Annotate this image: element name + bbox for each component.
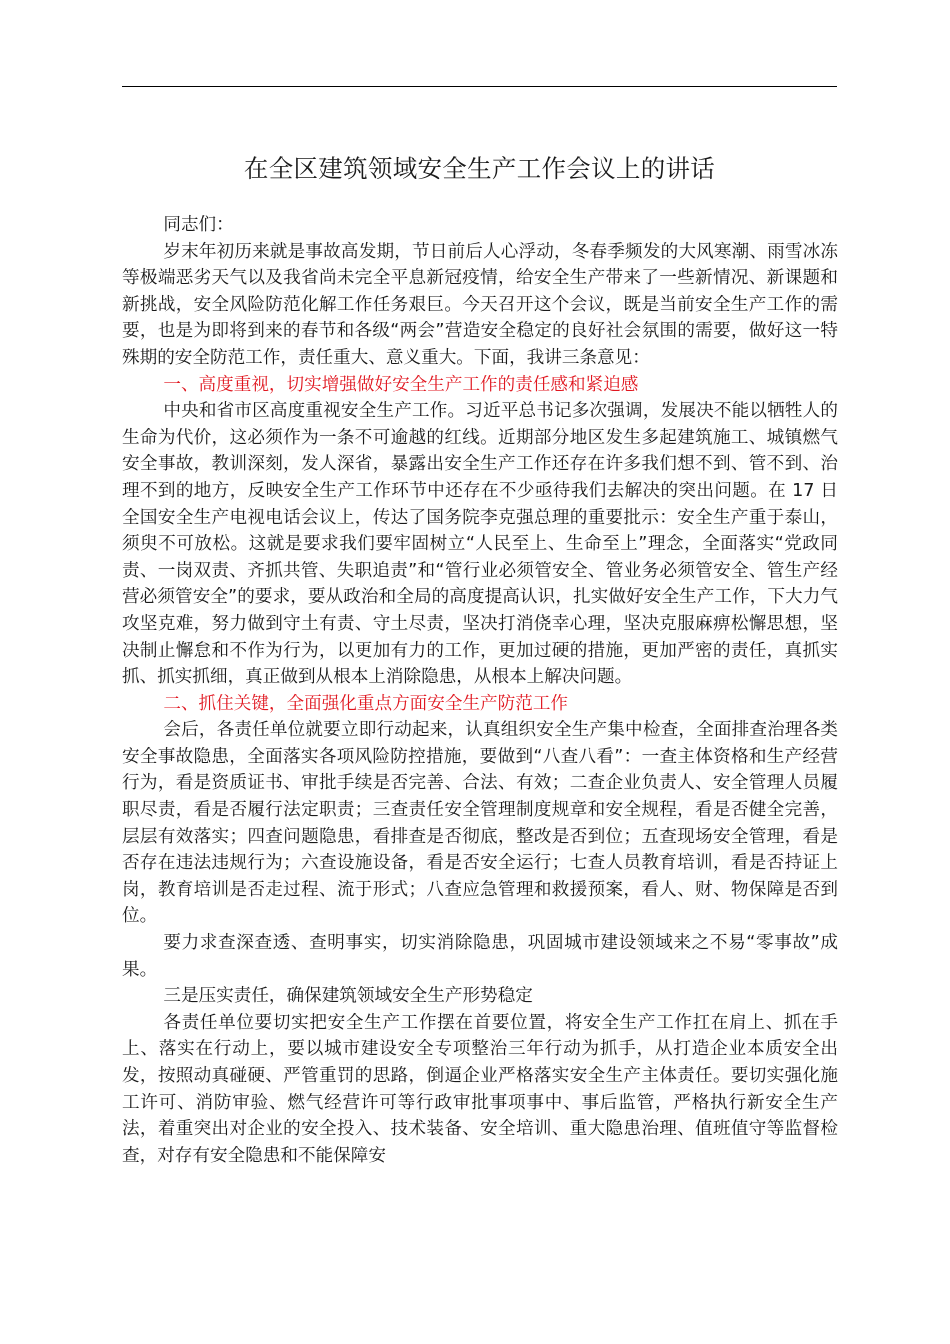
header-rule [122, 86, 837, 87]
document-title: 在全区建筑领域安全生产工作会议上的讲话 [243, 154, 716, 183]
body-paragraph: 岁末年初历来就是事故高发期，节日前后人心浮动，冬春季频发的大风寒潮、雨雪冰冻等极端恶劣天气以及我省尚未完全平息新冠疫情，给安全生产带来了一些新情况、新课题和新挑战，安全风险防范化解工作任务艰巨。今天召开这个会议，既是当前安全生产工作的需要，也是为即将到来的春节和各级“两会”营造安全稳定的良好社会氛围的需要，做好这一特殊期的安全防范工作，责任重大、意义重大。下面，我讲三条意见： [122, 241, 838, 368]
salutation: 同志们： [163, 215, 234, 235]
body-paragraph: 中央和省市区高度重视安全生产工作。习近平总书记多次强调，发展决不能以牺牲人的生命为代价，这必须作为一条不可逾越的红线。近期部分地区发生多起建筑施工、城镇燃气安全事故，教训深刻，发人深省，暴露出安全生产工作还存在许多我们想不到、管不到、治理不到的地方，反映安全生产工作环节中还存在不少亟待我们去解决的突出问题。在 17 日全国安全生产电视电话会议上，传达了国务院李克强总理的重要批示：安全生产重于泰山，须臾不可放松。这就是要求我们要牢固树立“人民至上、生命至上”理念，全面落实“党政同责、一岗双责、齐抓共管、失职追责”和“管行业必须管安全、管业务必须管安全、管生产经营必须管安全”的要求，要从政治和全局的高度提高认识，扎实做好安全生产工作，下大力气攻坚克难，努力做到守土有责、守土尽责，坚决打消侥幸心理，坚决克服麻痹松懈思想，坚决制止懈怠和不作为行为，以更加有力的工作，更加过硬的措施，更加严密的责任，真抓实抓、抓实抓细，真正做到从根本上消除隐患，从根本上解决问题。 [122, 401, 838, 688]
body-paragraph: 各责任单位要切实把安全生产工作摆在首要位置，将安全生产工作扛在肩上、抓在手上、落实在行动上，要以城市建设安全专项整治三年行动为抓手，从打造企业本质安全出发，按照动真碰硬、严管重罚的思路，倒逼企业严格落实安全生产主体责任。要切实强化施工许可、消防审验、燃气经营许可等行政审批事项事中、事后监管，严格执行新安全生产法，着重突出对企业的安全投入、技术装备、安全培训、重大隐患治理、值班值守等监督检查，对存有安全隐患和不能保障安 [122, 1012, 838, 1166]
section-heading-2: 二、抓住关键，全面强化重点方面安全生产防范工作 [163, 693, 569, 714]
section-heading-3: 三是压实责任，确保建筑领域安全生产形势稳定 [163, 986, 533, 1007]
body-paragraph: 会后，各责任单位就要立即行动起来，认真组织安全生产集中检查，全面排查治理各类安全事故隐患，全面落实各项风险防控措施，要做到“八查八看”：一查主体资格和生产经营行为，看是资质证书、审批手续是否完善、合法、有效；二查企业负责人、安全管理人员履职尽责，看是否履行法定职责；三查责任安全管理制度规章和安全规程，看是否健全完善，层层有效落实；四查问题隐患，看排查是否彻底，整改是否到位；五查现场安全管理，看是否存在违法违规行为；六查设施设备，看是否安全运行；七查人员教育培训，看是否持证上岗，教育培训是否走过程、流于形式；八查应急管理和救援预案，看人、财、物保障是否到位。 [122, 720, 838, 927]
document-body [122, 212, 838, 1169]
body-paragraph: 要力求查深查透、查明事实，切实消除隐患，巩固城市建设领域来之不易“零事故”成果。 [122, 933, 838, 980]
section-heading-1: 一、高度重视，切实增强做好安全生产工作的责任感和紧迫感 [163, 374, 639, 395]
